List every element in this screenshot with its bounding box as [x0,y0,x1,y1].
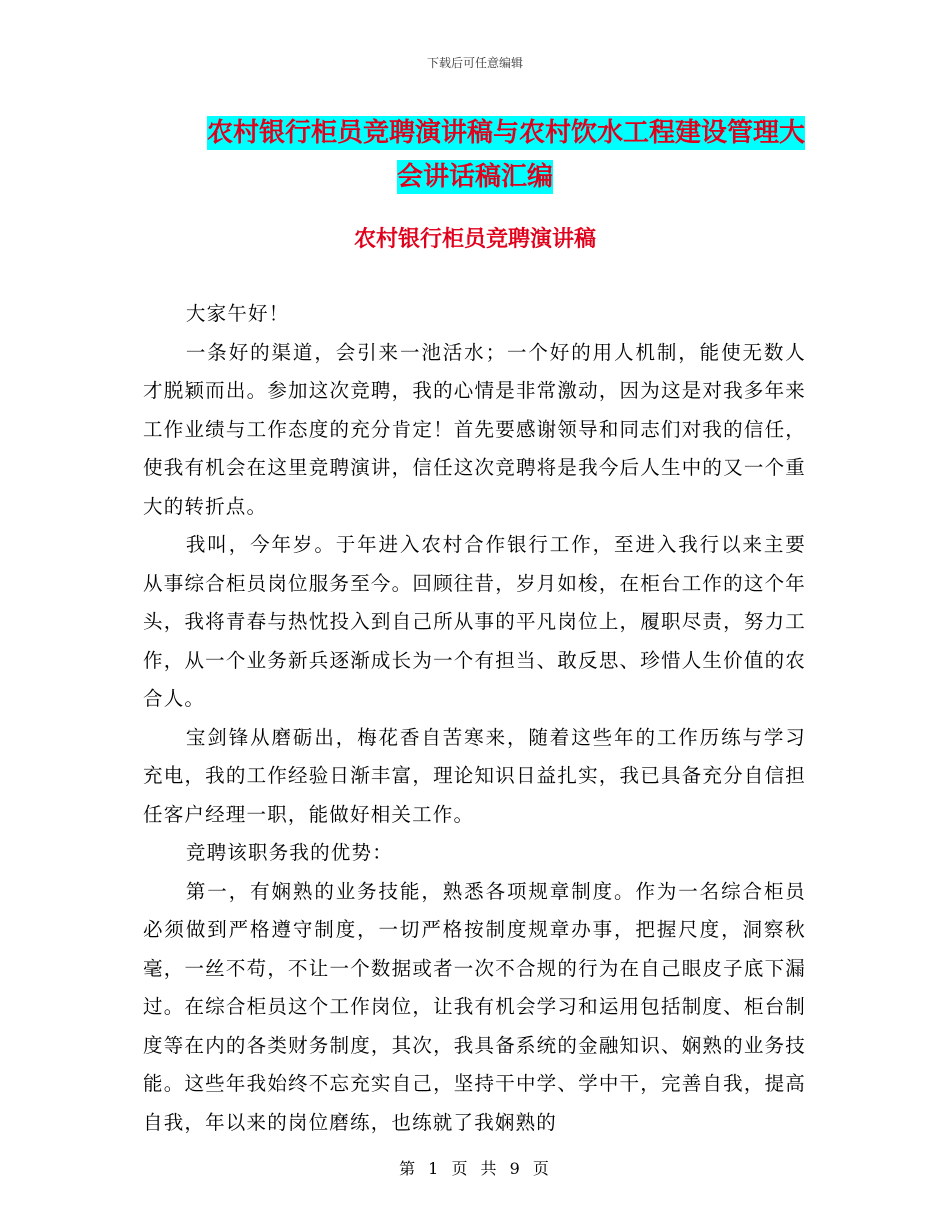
document-title-text-1: 农村银行柜员竞聘演讲稿与农村饮水工程建设管理大 [206,118,805,148]
paragraph: 第一，有娴熟的业务技能，熟悉各项规章制度。作为一名综合柜员必须做到严格遵守制度，一切严格按制度规章办事，把握尺度，洞察秋毫，一丝不苟，不让一个数据或者一次不合规的行为在自己眼皮子底下漏过。在综合柜员这个工作岗位，让我有机会学习和运用包括制度、柜台制度等在内的各类财务制度，其次，我具备系统的金融知识、娴熟的业务技能。这些年我始终不忘充实自己，坚持干中学、学中干，完善自我，提高自我，年以来的岗位磨练，也练就了我娴熟的 [143,879,806,1134]
document-body [143,295,806,1142]
paragraph: 我叫，今年岁。于年进入农村合作银行工作，至进入我行以来主要从事综合柜员岗位服务至今。回顾往昔，岁月如梭，在柜台工作的这个年头，我将青春与热忱投入到自己所从事的平凡岗位上，履职尽责，努力工作，从一个业务新兵逐渐成长为一个有担当、敢反思、珍惜人生价值的农合人。 [143,533,806,710]
document-title-text-2: 会讲话稿汇编 [396,162,553,192]
paragraph: 竞聘该职务我的优势： [185,841,393,864]
page-header-note: 下载后可任意编辑 [426,56,523,70]
paragraph: 一条好的渠道，会引来一池活水；一个好的用人机制，能使无数人才脱颖而出。参加这次竞聘，我的心情是非常激动，因为这是对我多年来工作业绩与工作态度的充分肯定！首先要感谢领导和同志们对我的信任，使我有机会在这里竞聘演讲，信任这次竞聘将是我今后人生中的又一个重大的转折点。 [143,340,806,518]
paragraph: 宝剑锋从磨砺出，梅花香自苦寒来，随着这些年的工作历练与学习充电，我的工作经验日渐丰富，理论知识日益扎实，我已具备充分自信担任客户经理一职，能做好相关工作。 [143,725,806,826]
paragraph-greeting: 大家午好！ [185,302,290,325]
section-title: 农村银行柜员竞聘演讲稿 [353,227,596,252]
page-number-footer: 第 1 页 共 9 页 [399,1159,551,1178]
document-title-line-1 [145,112,805,149]
document-title-line-2 [145,156,805,193]
